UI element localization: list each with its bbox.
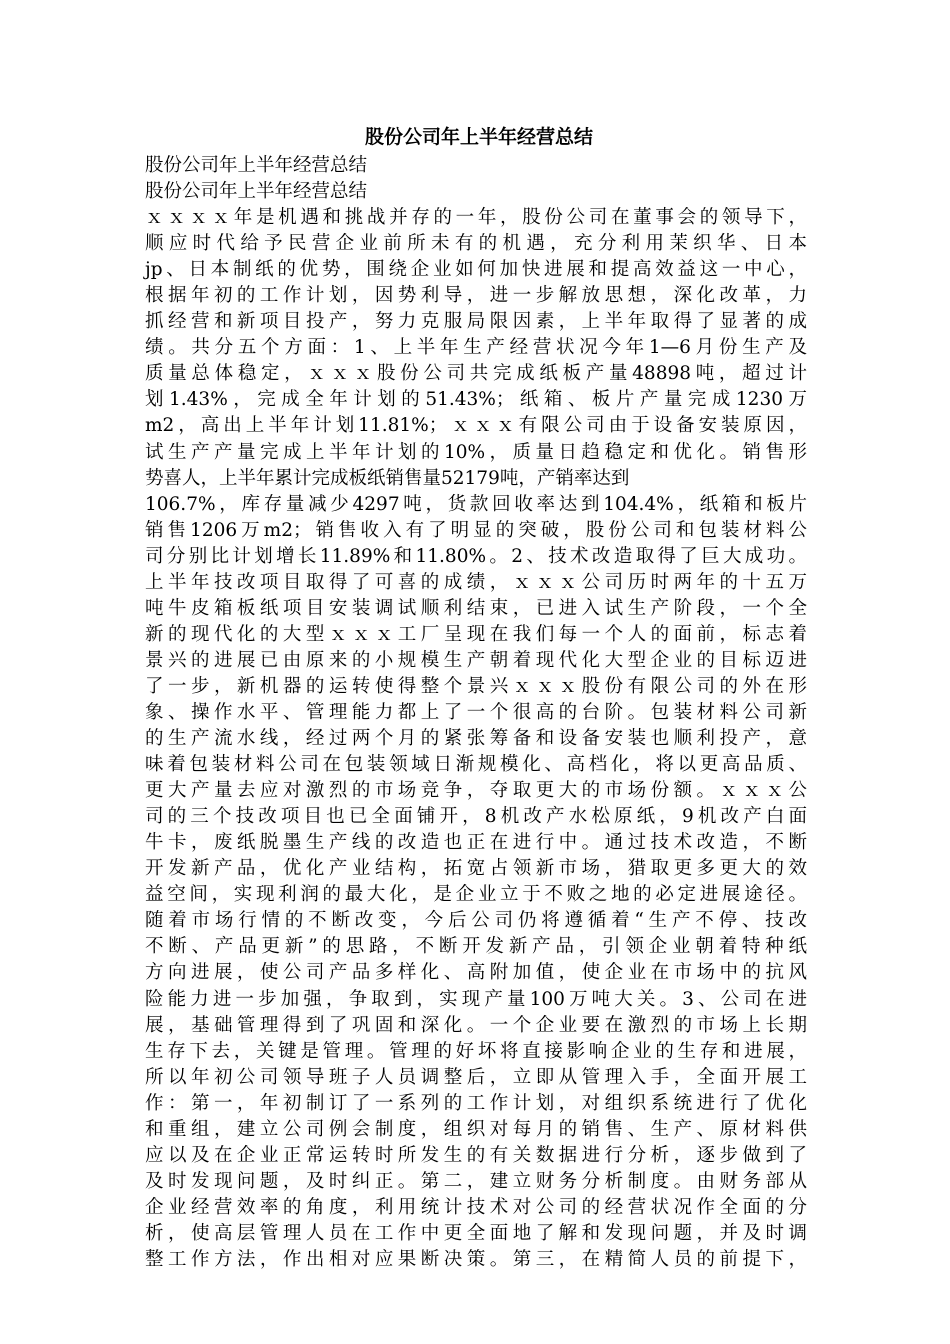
body-line: 司的三个技改项目也已全面铺开，8机改产水松原纸，9机改产白面 xyxy=(145,806,807,828)
body-line: 应以及在企业正常运转时所发生的有关数据进行分析，逐步做到了 xyxy=(145,1144,807,1166)
body-line: 抓经营和新项目投产，努力克服局限因素，上半年取得了显著的成 xyxy=(145,311,807,333)
body-line: 划1.43%，完成全年计划的51.43%；纸箱、板片产量完成1230万 xyxy=(145,389,807,411)
body-line: 和重组，建立公司例会制度，组织对每月的销售、生产、原材料供 xyxy=(145,1118,807,1140)
body-line: 及时发现问题，及时纠正。第二，建立财务分析制度。由财务部从 xyxy=(145,1170,807,1192)
body-line: jp、日本制纸的优势，围绕企业如何加快进展和提高效益这一中心， xyxy=(145,259,807,281)
body-line: 的生产流水线，经过两个月的紧张筹备和设备安装也顺利投产，意 xyxy=(145,728,807,750)
body-line: 展，基础管理得到了巩固和深化。一个企业要在激烈的市场上长期 xyxy=(145,1014,807,1036)
body-line: 吨牛皮箱板纸项目安装调试顺利结束，已进入试生产阶段，一个全 xyxy=(145,597,807,619)
body-line: m2，高出上半年计划11.81%；ｘｘｘ有限公司由于设备安装原因， xyxy=(145,415,807,437)
body-line: 生存下去，关键是管理。管理的好坏将直接影响企业的生存和进展， xyxy=(145,1040,807,1062)
body-line: 整工作方法，作出相对应果断决策。第三，在精简人员的前提下， xyxy=(145,1248,807,1270)
document-content xyxy=(145,122,807,1273)
document-title: 股份公司年上半年经营总结 xyxy=(364,126,593,148)
body-line: 企业经营效率的角度，利用统计技术对公司的经营状况作全面的分 xyxy=(145,1196,807,1218)
body-line: 方向进展，使公司产品多样化、高附加值，使企业在市场中的抗风 xyxy=(145,962,807,984)
body-line: 绩。共分五个方面：1、上半年生产经营状况今年1—6月份生产及 xyxy=(145,337,807,359)
body-line: 顺应时代给予民营企业前所未有的机遇，充分利用茉织华、日本 xyxy=(145,233,807,255)
body-line: 不断、产品更新”的思路，不断开发新产品，引领企业朝着特种纸 xyxy=(145,936,807,958)
body-line: 作：第一，年初制订了一系列的工作计划，对组织系统进行了优化 xyxy=(145,1092,807,1114)
body-line: 随着市场行情的不断改变，今后公司仍将遵循着“生产不停、技改 xyxy=(145,910,807,932)
body-line: 险能力进一步加强，争取到，实现产量100万吨大关。3、公司在进 xyxy=(145,988,807,1010)
body-line: 景兴的进展已由原来的小规模生产朝着现代化大型企业的目标迈进 xyxy=(145,649,807,671)
body-line: 所以年初公司领导班子人员调整后，立即从管理入手，全面开展工 xyxy=(145,1066,807,1088)
body-line: 上半年技改项目取得了可喜的成绩，ｘｘｘ公司历时两年的十五万 xyxy=(145,571,807,593)
body-line: 司分别比计划增长11.89%和11.80%。2、技术改造取得了巨大成功。 xyxy=(145,545,807,567)
body-line: 益空间，实现利润的最大化，是企业立于不败之地的必定进展途径。 xyxy=(145,884,807,906)
body-line: 新的现代化的大型ｘｘｘ工厂呈现在我们每一个人的面前，标志着 xyxy=(145,623,807,645)
document-subtitle: 股份公司年上半年经营总结 xyxy=(145,155,368,176)
body-line: 象、操作水平、管理能力都上了一个很高的台阶。包装材料公司新 xyxy=(145,701,807,723)
body-line: 更大产量去应对激烈的市场竞争，夺取更大的市场份额。ｘｘｘ公 xyxy=(145,780,807,802)
body-line: 根据年初的工作计划，因势利导，进一步解放思想，深化改革，力 xyxy=(145,285,807,307)
body-line: 势喜人，上半年累计完成板纸销售量52179吨，产销率达到 xyxy=(145,467,630,489)
body-line: 析，使高层管理人员在工作中更全面地了解和发现问题，并及时调 xyxy=(145,1222,807,1244)
body-line: 开发新产品，优化产业结构，拓宽占领新市场，猎取更多更大的效 xyxy=(145,858,807,880)
body-line: 味着包装材料公司在包装领域日渐规模化、高档化，将以更高品质、 xyxy=(145,754,807,776)
body-text xyxy=(145,205,807,1273)
body-line: 试生产产量完成上半年计划的10%，质量日趋稳定和优化。销售形 xyxy=(145,441,807,463)
body-line: ｘｘｘｘ年是机遇和挑战并存的一年，股份公司在董事会的领导下， xyxy=(145,207,807,229)
body-line: 质量总体稳定，ｘｘｘ股份公司共完成纸板产量48898吨，超过计 xyxy=(145,363,807,385)
body-line: 106.7%，库存量减少4297吨，货款回收率达到104.4%，纸箱和板片 xyxy=(145,493,807,515)
body-line: 牛卡，废纸脱墨生产线的改造也正在进行中。通过技术改造，不断 xyxy=(145,832,807,854)
document-subtitle: 股份公司年上半年经营总结 xyxy=(145,181,368,203)
body-line: 销售1206万m2；销售收入有了明显的突破，股份公司和包装材料公 xyxy=(145,519,807,541)
body-line: 了一步，新机器的运转使得整个景兴ｘｘｘ股份有限公司的外在形 xyxy=(145,675,807,697)
